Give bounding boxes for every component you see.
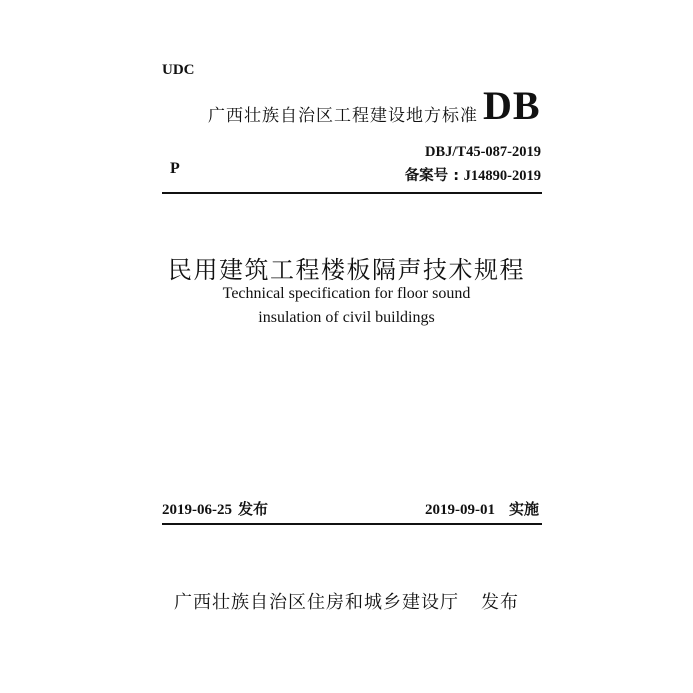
record-number: J14890-2019: [463, 168, 541, 184]
record-number-row: [405, 164, 541, 185]
standard-code: DBJ/T45-087-2019: [425, 144, 541, 160]
udc-label: UDC: [162, 62, 195, 78]
issuer-standard-line: 广西壮族自治区工程建设地方标准: [208, 106, 478, 126]
title-english-line1: Technical specification for floor sound: [222, 285, 471, 302]
publisher-row: [0, 588, 693, 614]
issue-date: 2019-06-25: [162, 502, 232, 518]
publisher-name: 广西壮族自治区住房和城乡建设厅: [174, 592, 459, 613]
db-mark: DB: [483, 83, 541, 128]
issue-date-row: [162, 498, 268, 519]
implementation-date: 2019-09-01: [424, 502, 495, 518]
category-letter: P: [170, 160, 180, 177]
issue-word: 发布: [238, 500, 269, 518]
title-chinese: 民用建筑工程楼板隔声技术规程: [168, 256, 525, 284]
title-english-line2: insulation of civil buildings: [258, 309, 435, 326]
implementation-word: 实施: [508, 500, 539, 518]
record-label: 备案号 :: [404, 168, 460, 184]
implementation-date-row: [425, 498, 539, 519]
publisher-publish-word: 发布: [481, 592, 519, 613]
bottom-divider: [162, 523, 542, 525]
top-divider: [162, 192, 542, 194]
